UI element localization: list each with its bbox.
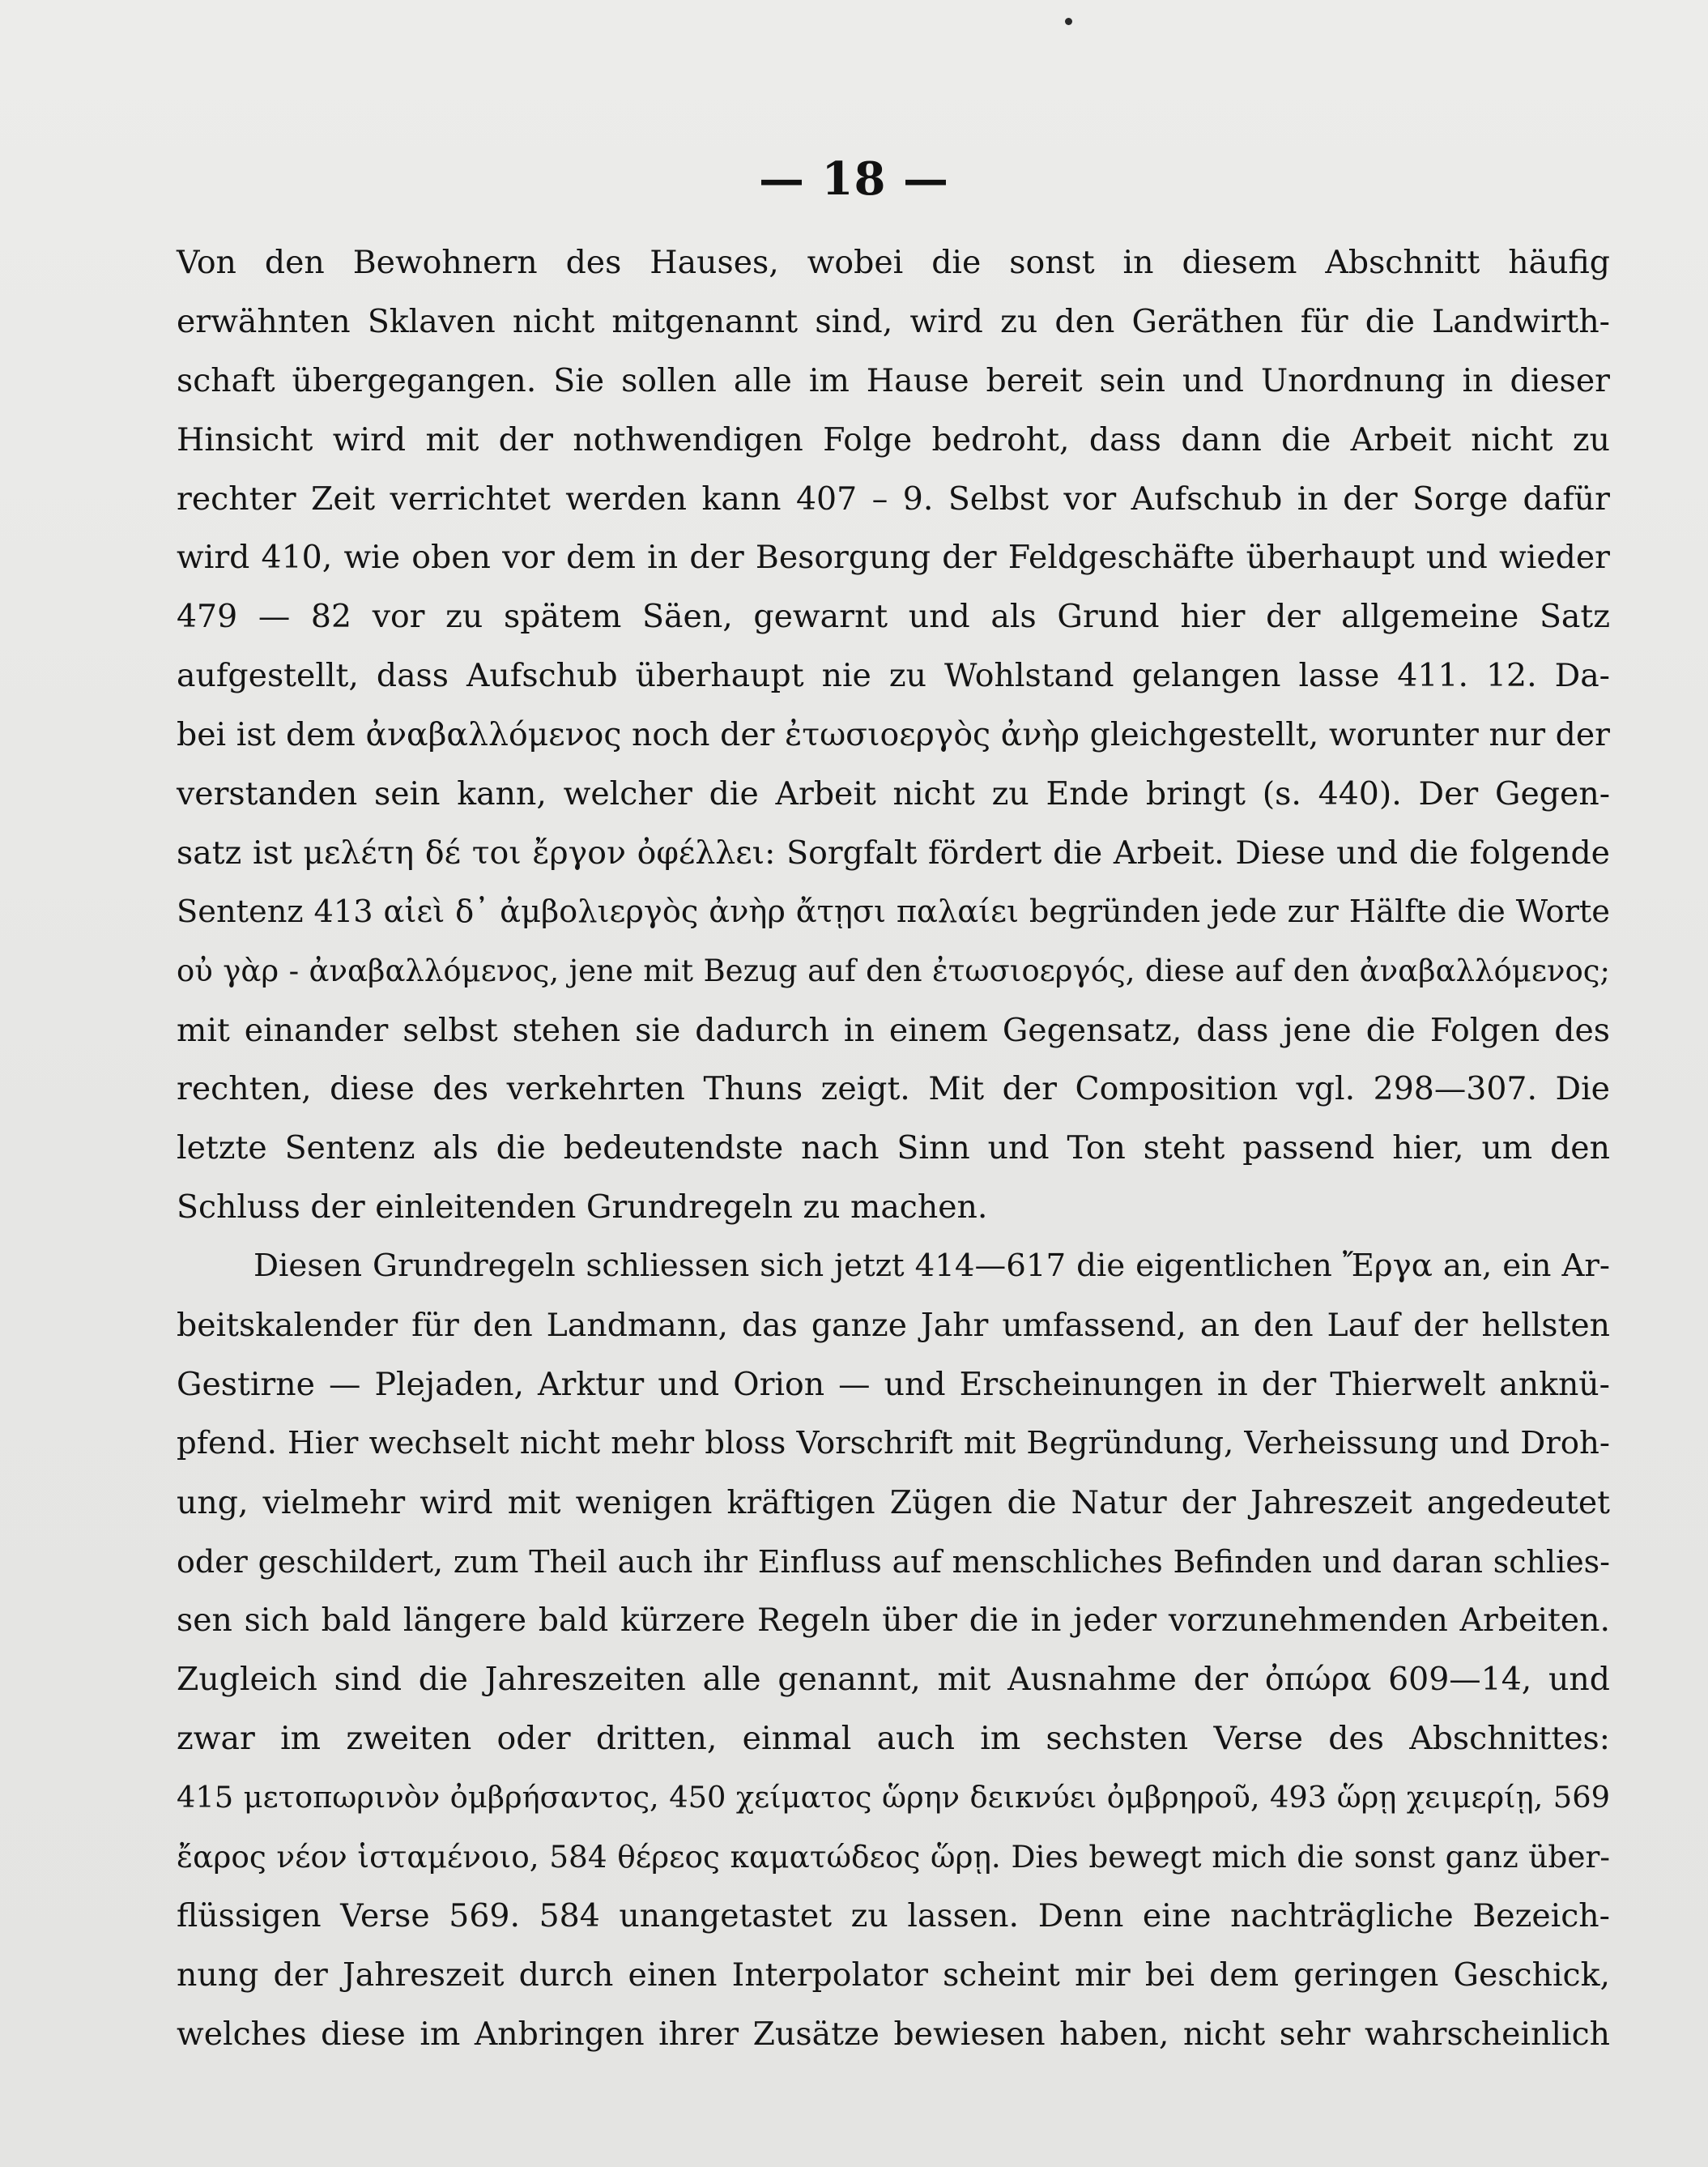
paragraph-end-line: Schluss der einleitenden Grundregeln zu machen.: [177, 1188, 988, 1226]
text-line: erwähnten Sklaven nicht mitgenannt sind, wird zu den Geräthen für die Landwirth-: [177, 302, 1610, 340]
text-line: Von den Bewohnern des Hauses, wobei die sonst in diesem Abschnitt häufig: [177, 244, 1610, 281]
paragraph-first-line: Diesen Grundregeln schliessen sich jetzt 414—617 die eigentlichen Ἔργα an, ein Ar-: [253, 1248, 1610, 1285]
text-line: rechten, diese des verkehrten Thuns zeigt. Mit der Composition vgl. 298—307. Die: [177, 1070, 1610, 1108]
text-line: oder geschildert, zum Theil auch ihr Einfluss auf menschliches Befinden und daran schlies-: [177, 1543, 1610, 1580]
text-line: οὐ γὰρ - ἀναβαλλόμενος, jene mit Bezug auf den ἐτωσιοεργός, diese auf den ἀναβαλλόμενος;: [177, 953, 1610, 988]
text-line: zwar im zweiten oder dritten, einmal auch im sechsten Verse des Abschnittes:: [177, 1720, 1610, 1758]
text-line: verstanden sein kann, welcher die Arbeit nicht zu Ende bringt (s. 440). Der Gegen-: [177, 775, 1610, 813]
text-line: Hinsicht wird mit der nothwendigen Folge bedroht, dass dann die Arbeit nicht zu: [177, 420, 1610, 459]
text-line: ung, vielmehr wird mit wenigen kräftigen Zügen die Natur der Jahreszeit angedeutet: [177, 1483, 1610, 1521]
text-line: flüssigen Verse 569. 584 unangetastet zu lassen. Denn eine nachträgliche Bezeich-: [177, 1896, 1610, 1935]
text-line: schaft übergegangen. Sie sollen alle im Hause bereit sein und Unordnung in dieser: [177, 361, 1610, 399]
text-line: 415 μετοπωρινὸν ὀμβρήσαντος, 450 χείματος ὥρην δεικνύει ὀμβρηροῦ, 493 ὥρῃ χειμερίῃ, 569: [177, 1780, 1610, 1815]
text-line: welches diese im Anbringen ihrer Zusätze bewiesen haben, nicht sehr wahrscheinlich: [177, 2015, 1610, 2053]
text-line: pfend. Hier wechselt nicht mehr bloss Vorschrift mit Begründung, Verheissung und Droh-: [177, 1424, 1610, 1461]
page-number: — 18 —: [759, 152, 949, 206]
text-line: ἔαρος νέον ἱσταμένοιο, 584 θέρεος καματώδεος ὥρῃ. Dies bewegt mich die sonst ganz über-: [177, 1839, 1610, 1875]
body-text: [177, 233, 1610, 2064]
ink-speck: [1065, 18, 1072, 25]
text-line: 479 — 82 vor zu spätem Säen, gewarnt und als Grund hier der allgemeine Satz: [177, 598, 1610, 636]
text-line: rechter Zeit verrichtet werden kann 407 – 9. Selbst vor Aufschub in der Sorge dafür: [177, 480, 1610, 518]
text-line: Sentenz 413 αἰεὶ δ᾽ ἀμβολιεργὸς ἀνὴρ ἄτῃσι παλαίει begründen jede zur Hälfte die Worte: [177, 893, 1610, 930]
text-line: wird 410, wie oben vor dem in der Besorgung der Feldgeschäfte überhaupt und wieder: [177, 539, 1610, 577]
text-line: aufgestellt, dass Aufschub überhaupt nie zu Wohlstand gelangen lasse 411. 12. Da-: [177, 657, 1610, 695]
text-line: letzte Sentenz als die bedeutendste nach Sinn und Ton steht passend hier, um den: [177, 1129, 1610, 1167]
text-line: beitskalender für den Landmann, das ganze Jahr umfassend, an den Lauf der hellsten: [177, 1307, 1610, 1345]
text-line: nung der Jahreszeit durch einen Interpolator scheint mir bei dem geringen Geschick,: [177, 1956, 1610, 1994]
text-line: mit einander selbst stehen sie dadurch in einem Gegensatz, dass jene die Folgen des: [177, 1011, 1610, 1049]
text-line: bei ist dem ἀναβαλλόμενος noch der ἐτωσιοεργὸς ἀνὴρ gleichgestellt, worunter nur der: [177, 716, 1610, 754]
text-line: Gestirne — Plejaden, Arktur und Orion — und Erscheinungen in der Thierwelt anknü-: [177, 1365, 1610, 1403]
text-line: Zugleich sind die Jahreszeiten alle genannt, mit Ausnahme der ὀπώρα 609—14, und: [177, 1661, 1610, 1699]
text-line: satz ist μελέτη δέ τοι ἔργον ὀφέλλει: Sorgfalt fördert die Arbeit. Diese und die folgende: [177, 834, 1610, 872]
text-line: sen sich bald längere bald kürzere Regeln über die in jeder vorzunehmenden Arbeiten.: [177, 1602, 1610, 1640]
